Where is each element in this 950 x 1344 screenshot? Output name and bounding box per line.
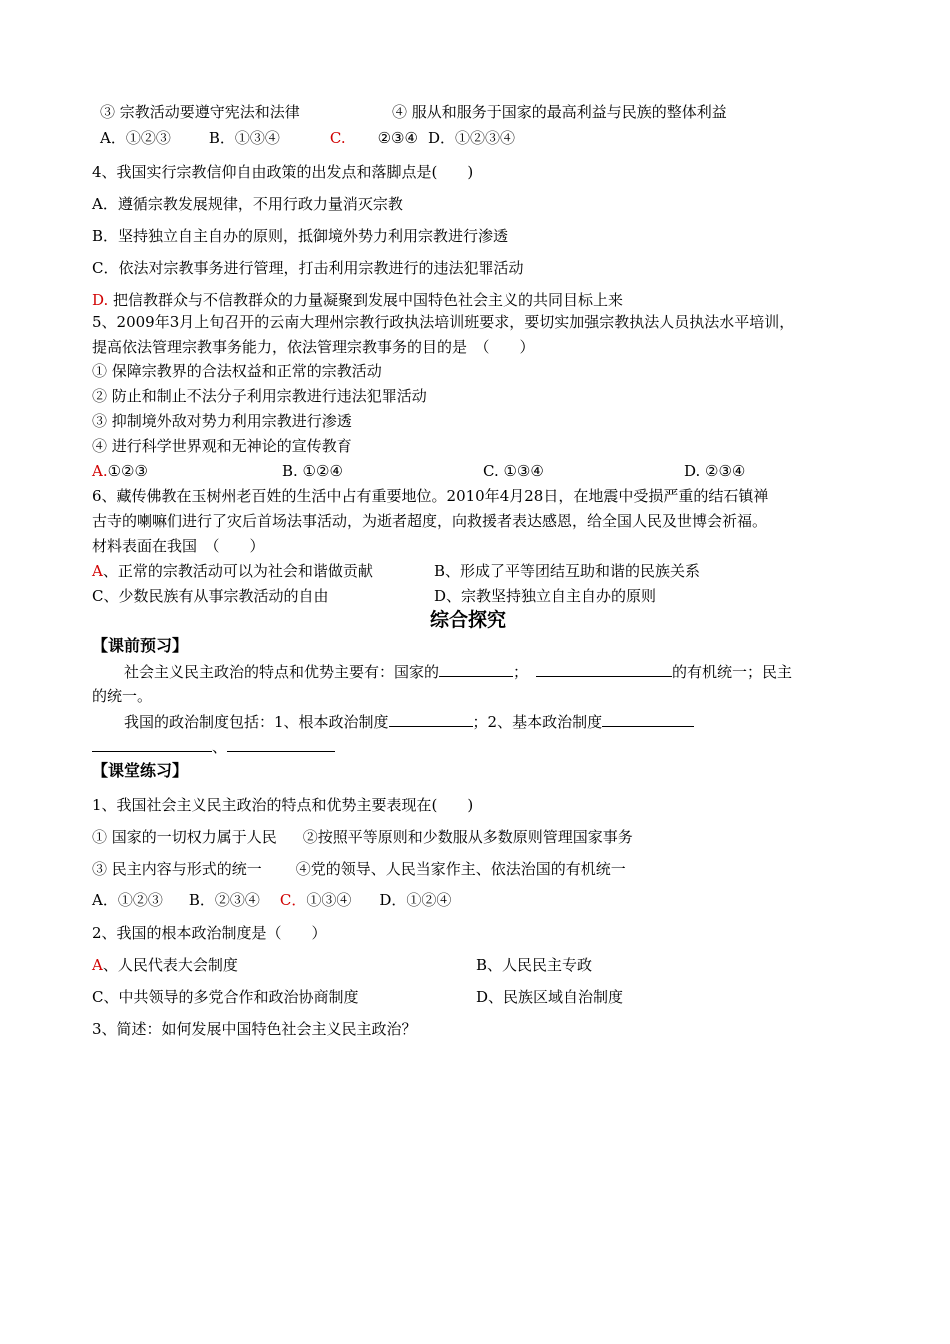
practice-q1-option-3: ③ 民主内容与形式的统一: [92, 860, 262, 878]
q6-stem-line1: 6、藏传佛教在玉树州老百姓的生活中占有重要地位。2010年4月28日，在地震中受损严重的结石镇禅: [92, 487, 769, 505]
preview-line2-text: 我国的政治制度包括：1、根本政治制度: [124, 713, 389, 731]
practice-q2-option-a: [92, 955, 238, 975]
section-title: 综合探究: [430, 609, 507, 631]
preview-line3: [92, 736, 335, 757]
q6-option-a: [92, 561, 373, 581]
practice-q1-choice-b: B．②③④: [188, 891, 260, 909]
q4-option-d-text: 把信教群众与不信教群众的力量凝聚到发展中国特色社会主义的共同目标上来: [113, 291, 624, 309]
q5-option-1: ① 保障宗教界的合法权益和正常的宗教活动: [92, 362, 382, 380]
q5-choice-c: C. ①③④: [483, 462, 544, 480]
q4-option-d-letter: D.: [92, 291, 109, 309]
practice-q1-option-2: ②按照平等原则和少数服从多数原则管理国家事务: [302, 828, 633, 846]
practice-q1-options-row2: [92, 859, 626, 879]
q3-choice-c: ②③④: [377, 129, 418, 147]
practice-q1-option-4: ④党的领导、人民当家作主、依法治国的有机统一: [295, 860, 626, 878]
q5-choice-a-letter: A.: [92, 462, 108, 480]
q4-option-c: C．依法对宗教事务进行管理，打击利用宗教进行的违法犯罪活动: [92, 259, 524, 277]
q6-option-c: C、少数民族有从事宗教活动的自由: [92, 587, 329, 605]
q4-option-d: [92, 290, 623, 310]
practice-q2-option-a-letter: A: [92, 956, 103, 974]
practice-q2-option-a-text: 、人民代表大会制度: [102, 956, 238, 974]
preview-line2-mid: ；2、基本政治制度: [472, 713, 603, 731]
preview-line1-text: 社会主义民主政治的特点和优势主要有：国家的: [124, 663, 440, 681]
q5-option-3: ③ 抑制境外敌对势力利用宗教进行渗透: [92, 412, 352, 430]
practice-q2-stem: 2、我国的根本政治制度是（ ）: [92, 924, 327, 942]
blank-2[interactable]: [536, 661, 672, 677]
q4-option-a: A．遵循宗教发展规律，不用行政力量消灭宗教: [92, 195, 403, 213]
practice-heading: 【课堂练习】: [92, 761, 189, 780]
practice-q1-choice-c: ①③④: [306, 891, 352, 909]
blank-1[interactable]: [439, 661, 513, 677]
preview-line2: [124, 711, 694, 732]
q5-choice-b: B. ①②④: [282, 462, 343, 480]
blank-5[interactable]: [92, 736, 212, 752]
practice-q1-choice-d: D．①②④: [379, 891, 452, 909]
q6-option-a-letter: A: [92, 562, 103, 580]
preview-line1-end: 的统一。: [92, 687, 153, 705]
q6-stem-line3: 材料表面在我国 （ ）: [92, 537, 265, 555]
practice-q2-option-c: C、中共领导的多党合作和政治协商制度: [92, 988, 359, 1006]
q5-choice-d: D. ②③④: [684, 462, 746, 480]
q5-choice-a: [92, 461, 148, 481]
practice-q1-stem: 1、我国社会主义民主政治的特点和优势主要表现在( ): [92, 796, 474, 814]
q6-option-b: B、形成了平等团结互助和谐的民族关系: [434, 562, 701, 580]
q3-choice-a: A．①②③: [100, 129, 171, 147]
practice-q2-option-d: D、民族区域自治制度: [476, 988, 624, 1006]
q3-choices: [100, 128, 515, 148]
q5-stem-line2: 提高依法管理宗教事务能力，依法管理宗教事务的目的是 （ ）: [92, 338, 535, 356]
q4-option-b: B．坚持独立自主自办的原则，抵御境外势力利用宗教进行渗透: [92, 227, 509, 245]
q3-choice-d: D．①②③④: [427, 129, 515, 147]
practice-q3-stem: 3、简述：如何发展中国特色社会主义民主政治？: [92, 1020, 417, 1038]
q3-choice-b: B．①③④: [208, 129, 280, 147]
preview-line1-sep: ；: [513, 663, 529, 681]
q5-option-4: ④ 进行科学世界观和无神论的宣传教育: [92, 437, 352, 455]
practice-q2-option-b: B、人民民主专政: [476, 956, 593, 974]
blank-6[interactable]: [227, 736, 335, 752]
q6-option-d: D、宗教坚持独立自主自办的原则: [434, 587, 657, 605]
preview-line1-tail: 的有机统一；民主: [672, 663, 793, 681]
q3-option-4: ④ 服从和服务于国家的最高利益与民族的整体利益: [392, 103, 727, 121]
practice-q1-options-row1: [92, 827, 633, 847]
q6-option-a-text: 、正常的宗教活动可以为社会和谐做贡献: [102, 562, 373, 580]
preview-line1: [124, 661, 792, 682]
preview-line3-sep: 、: [212, 738, 228, 756]
practice-q1-choice-c-letter: C．: [279, 891, 307, 909]
practice-q1-option-1: ① 国家的一切权力属于人民: [92, 828, 277, 846]
preview-heading: 【课前预习】: [92, 636, 189, 655]
q3-choice-c-letter: C.: [329, 129, 346, 147]
q5-option-2: ② 防止和制止不法分子利用宗教进行违法犯罪活动: [92, 387, 427, 405]
practice-q1-choices: [92, 890, 451, 910]
q3-option-3: ③ 宗教活动要遵守宪法和法律: [100, 103, 300, 121]
blank-4[interactable]: [602, 711, 694, 727]
q6-stem-line2: 古寺的喇嘛们进行了灾后首场法事活动，为逝者超度，向救援者表达感恩，给全国人民及世博会祈福。: [92, 512, 768, 530]
practice-q1-choice-a: A．①②③: [92, 891, 163, 909]
q5-choice-a-value: ①②③: [107, 462, 148, 480]
blank-3[interactable]: [389, 711, 473, 727]
q4-stem: 4、我国实行宗教信仰自由政策的出发点和落脚点是( ): [92, 163, 474, 181]
q5-stem-line1: 5、2009年3月上旬召开的云南大理州宗教行政执法培训班要求，要切实加强宗教执法人员执法水平培训，: [92, 313, 795, 331]
